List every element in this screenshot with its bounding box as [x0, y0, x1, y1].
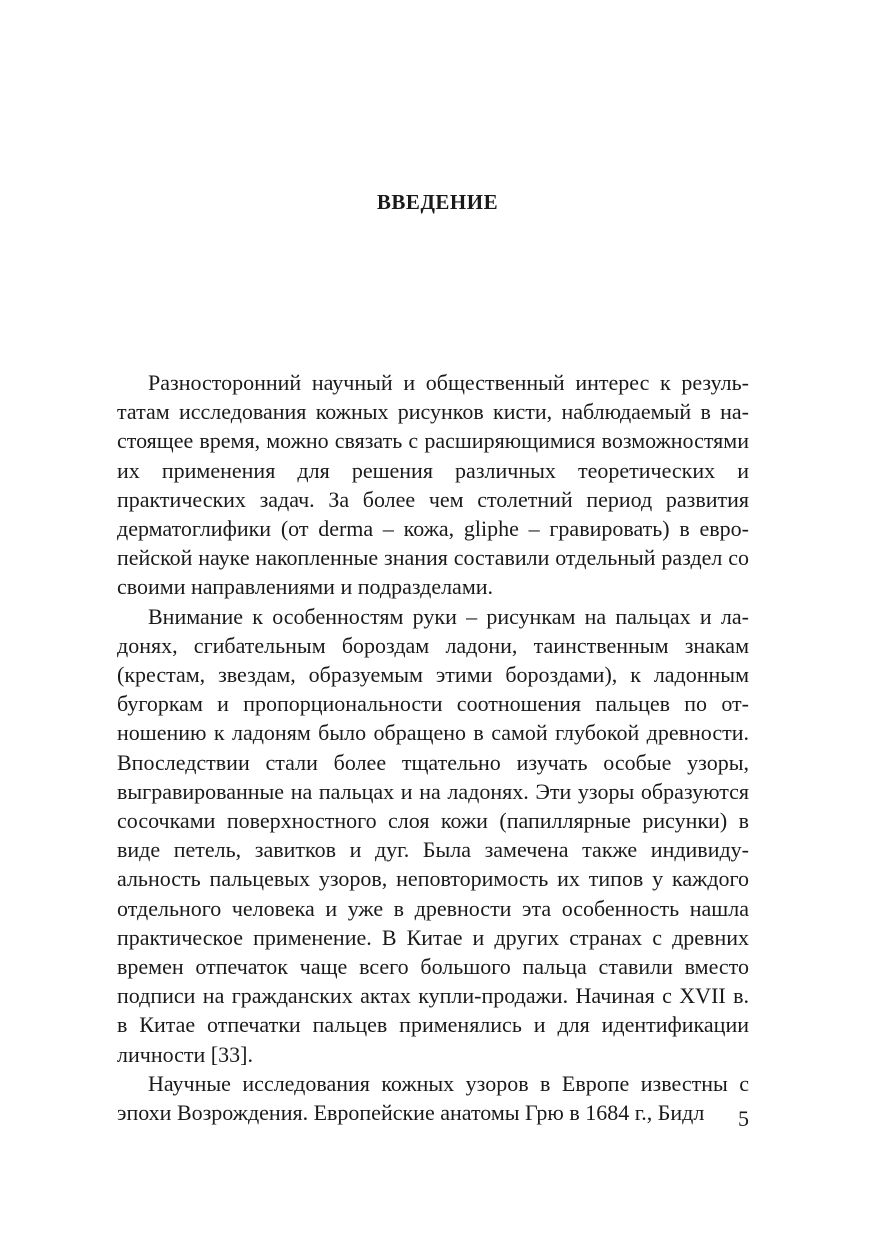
page-number: 5: [738, 1106, 749, 1131]
chapter-title: ВВЕДЕНИЕ: [376, 190, 499, 214]
body-text: [117, 368, 749, 1127]
paragraph-1: Разносторонний научный и общественный интерес к результатам исследования кожных рисунков кисти, наблюдаемый в настоящее время, можно связать с расширяющимися возможностями их применения для решения различных теоретических и практических задач. За более чем столетний период развития дерматоглифики (от derma – кожа, gliphe – гравировать) в европейской науке накопленные знания составили отдельный раздел со своими направлениями и подразделами.: [117, 370, 749, 600]
paragraph-2: Внимание к особенностям руки – рисункам на пальцах и ладонях, сгибательным бороздам ладони, таинственным знакам (крестам, звездам, образуемым этими бороздами), к ладонным бугоркам и пропорциональности соотношения пальцев по отношению к ладоням было обращено в самой глубокой древности. Впоследствии стали более тщательно изучать особые узоры, выгравированные на пальцах и на ладонях. Эти узоры образуются сосочками поверхностного слоя кожи (папиллярные рисунки) в виде петель, завитков и дуг. Была замечена также индивидуальность пальцевых узоров, неповторимость их типов у каждого отдельного человека и уже в древности эта особенность нашла практическое применение. В Китае и других странах с древних времен отпечаток чаще всего большого пальца ставили вместо подписи на гражданских актах купли-продажи. Начиная с XVII в. в Китае отпечатки пальцев применялись и для идентификации личности [33].: [117, 603, 749, 1067]
paragraph-3: Научные исследования кожных узоров в Европе известны с эпохи Возрождения. Европейские анатомы Грю в 1684 г., Бидл: [117, 1070, 749, 1126]
